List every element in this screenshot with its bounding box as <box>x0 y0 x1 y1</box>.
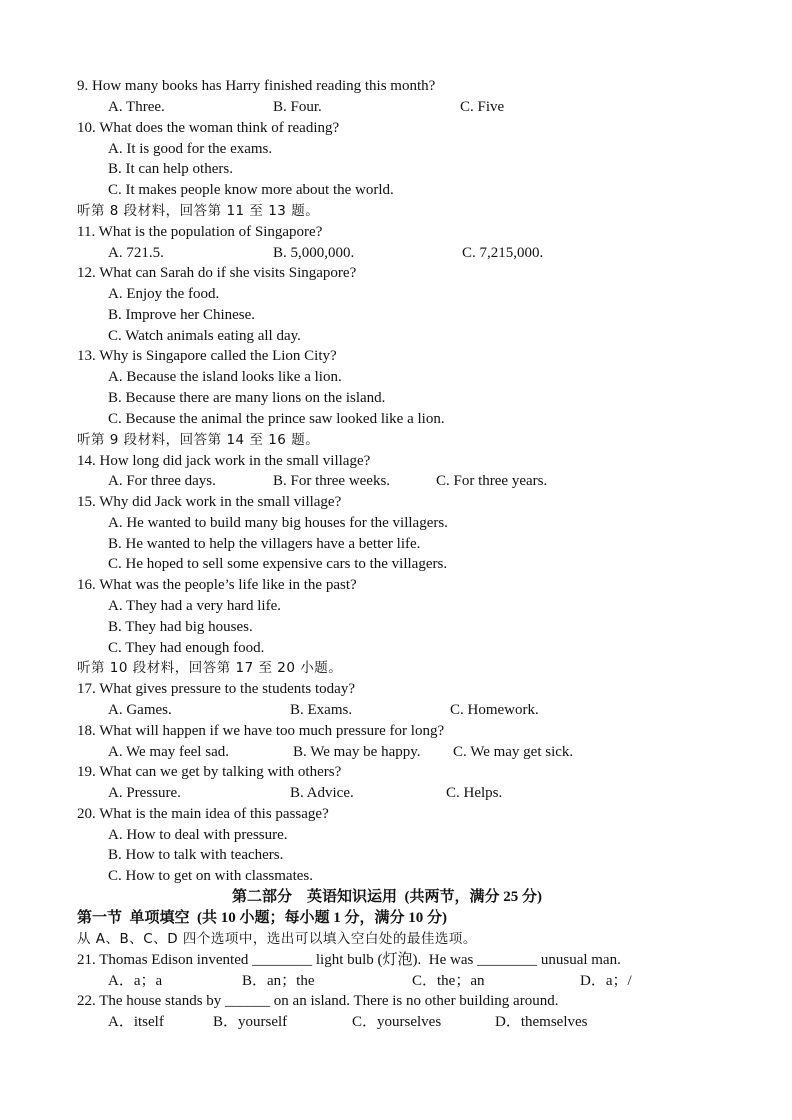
question-14-option-a: A. For three days. <box>108 473 216 489</box>
question-10-option-a: A. It is good for the exams. <box>108 141 273 157</box>
section-10-instruction: 听第 10 段材料，回答第 17 至 20 小题。 <box>77 660 343 676</box>
section-8-instruction: 听第 8 段材料，回答第 11 至 13 题。 <box>77 203 320 219</box>
question-14-option-b: B. For three weeks. <box>273 473 391 489</box>
question-18-option-a: A. We may feel sad. <box>108 744 229 760</box>
question-22-option-a: A．itself <box>108 1014 164 1030</box>
question-17-option-a: A. Games. <box>108 702 172 718</box>
part-2-heading: 第二部分 英语知识运用 (共两节，满分 25 分) <box>232 889 542 905</box>
question-12-option-b: B. Improve her Chinese. <box>108 307 256 323</box>
question-18-stem: 18. What will happen if we have too much pressure for long? <box>77 723 445 739</box>
question-22-option-d: D．themselves <box>495 1014 588 1030</box>
question-21-option-c: C．the；an <box>412 973 485 989</box>
question-9-option-b: B. Four. <box>273 99 322 115</box>
question-15-option-a: A. He wanted to build many big houses for the villagers. <box>108 515 448 531</box>
question-19-option-a: A. Pressure. <box>108 785 181 801</box>
section-9-instruction: 听第 9 段材料，回答第 14 至 16 题。 <box>77 432 320 448</box>
question-16-option-c: C. They had enough food. <box>108 640 265 656</box>
part-2-instruction: 从 A、B、C、D 四个选项中，选出可以填入空白处的最佳选项。 <box>77 931 477 947</box>
question-13-option-b: B. Because there are many lions on the island. <box>108 390 386 406</box>
question-15-option-c: C. He hoped to sell some expensive cars to the villagers. <box>108 556 448 572</box>
question-10-stem: 10. What does the woman think of reading? <box>77 120 340 136</box>
question-14-option-c: C. For three years. <box>436 473 548 489</box>
question-14-stem: 14. How long did jack work in the small village? <box>77 453 371 469</box>
question-17-option-c: C. Homework. <box>450 702 539 718</box>
question-22-option-b: B．yourself <box>213 1014 288 1030</box>
question-10-option-c: C. It makes people know more about the world. <box>108 182 394 198</box>
question-20-option-c: C. How to get on with classmates. <box>108 868 313 884</box>
question-21-option-b: B．an；the <box>242 973 315 989</box>
section-1-subheading: 第一节 单项填空 (共 10 小题；每小题 1 分，满分 10 分) <box>77 910 447 926</box>
question-12-option-a: A. Enjoy the food. <box>108 286 220 302</box>
question-13-stem: 13. Why is Singapore called the Lion City? <box>77 348 337 364</box>
question-20-stem: 20. What is the main idea of this passage? <box>77 806 329 822</box>
question-19-stem: 19. What can we get by talking with others? <box>77 764 342 780</box>
question-13-option-a: A. Because the island looks like a lion. <box>108 369 342 385</box>
question-16-stem: 16. What was the people’s life like in the past? <box>77 577 357 593</box>
question-19-option-b: B. Advice. <box>290 785 354 801</box>
question-9-option-a: A. Three. <box>108 99 165 115</box>
question-9-option-c: C. Five <box>460 99 505 115</box>
question-20-option-a: A. How to deal with pressure. <box>108 827 288 843</box>
question-16-option-a: A. They had a very hard life. <box>108 598 281 614</box>
question-12-stem: 12. What can Sarah do if she visits Singapore? <box>77 265 357 281</box>
question-18-option-c: C. We may get sick. <box>453 744 574 760</box>
question-11-option-a: A. 721.5. <box>108 245 164 261</box>
question-17-stem: 17. What gives pressure to the students today? <box>77 681 355 697</box>
question-21-option-a: A．a；a <box>108 973 163 989</box>
question-9-stem: 9. How many books has Harry finished reading this month? <box>77 78 436 94</box>
question-15-option-b: B. He wanted to help the villagers have a better life. <box>108 536 421 552</box>
question-13-option-c: C. Because the animal the prince saw looked like a lion. <box>108 411 445 427</box>
question-22-option-c: C．yourselves <box>352 1014 442 1030</box>
question-22-stem: 22. The house stands by ______ on an island. There is no other building around. <box>77 993 559 1009</box>
question-10-option-b: B. It can help others. <box>108 161 233 177</box>
question-12-option-c: C. Watch animals eating all day. <box>108 328 301 344</box>
question-19-option-c: C. Helps. <box>446 785 503 801</box>
question-18-option-b: B. We may be happy. <box>293 744 421 760</box>
question-21-stem: 21. Thomas Edison invented ________ light bulb (灯泡). He was ________ unusual man. <box>77 952 621 968</box>
question-17-option-b: B. Exams. <box>290 702 353 718</box>
question-21-option-d: D．a；/ <box>580 973 632 989</box>
question-11-option-c: C. 7,215,000. <box>462 245 544 261</box>
question-15-stem: 15. Why did Jack work in the small village? <box>77 494 342 510</box>
question-11-option-b: B. 5,000,000. <box>273 245 355 261</box>
question-16-option-b: B. They had big houses. <box>108 619 253 635</box>
question-11-stem: 11. What is the population of Singapore? <box>77 224 323 240</box>
question-20-option-b: B. How to talk with teachers. <box>108 847 284 863</box>
